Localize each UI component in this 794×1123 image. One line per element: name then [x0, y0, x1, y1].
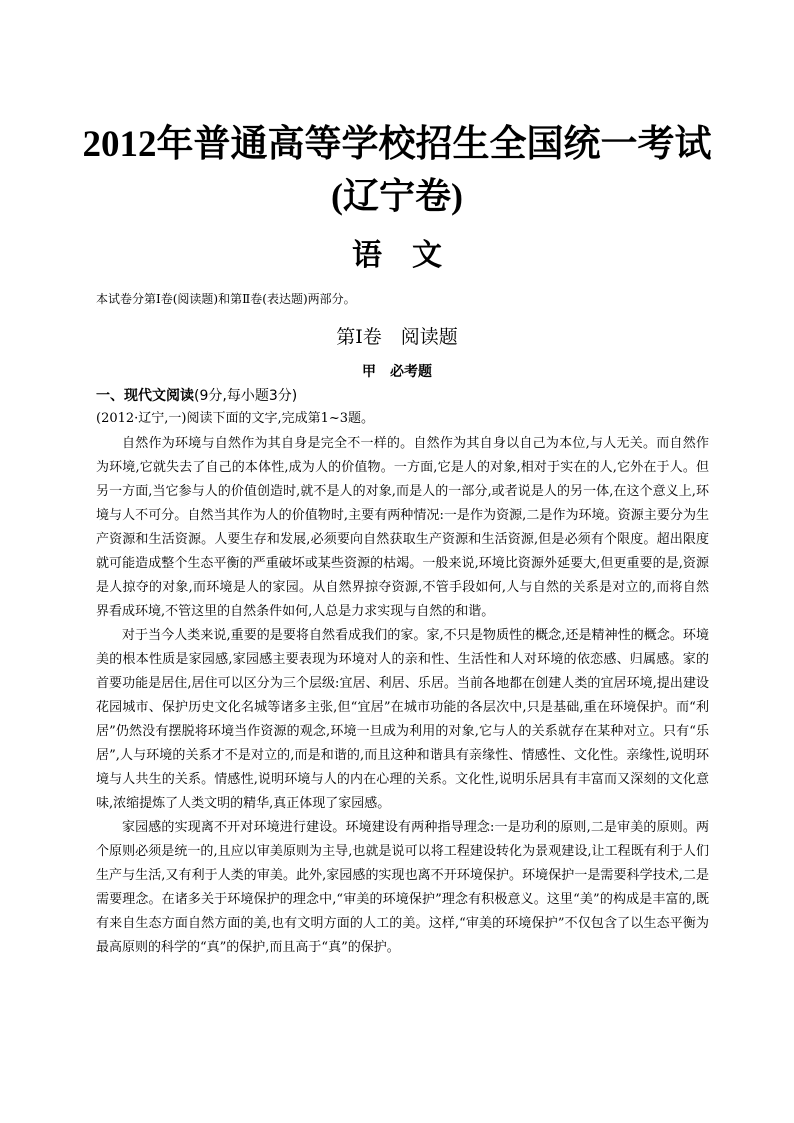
section-title: 甲 必考题: [362, 364, 432, 380]
passage-paragraph-1: 自然作为环境与自然作为其自身是完全不一样的。自然作为其自身以自己为本位,与人无关。而自然作为环境,它就失去了自己的本体性,成为人的价值物。一方面,它是人的对象,相对于实在的人,它外在于人。但另一方面,当它参与人的价值创造时,就不是人的对象,而是人的一部分,或者说是人的另一体,在这个意义上,环境与人不可分。自然当其作为人的价值物时,主要有两种情况:一是作为资源,二是作为环境。资源主要分为生产资源和生活资源。人要生存和发展,必须要向自然获取生产资源和生活资源,但是必须有个限度。超出限度就可能造成整个生态平衡的严重破坏或某些资源的枯竭。一般来说,环境比资源外延要大,但更重要的是,资源是人掠夺的对象,而环境是人的家园。从自然界掠夺资源,不管手段如何,人与自然的关系是对立的,而将自然界看成环境,不管这里的自然条件如何,人总是力求实现与自然的和谐。: [96, 436, 709, 619]
question-heading-text: 一、现代文阅读: [96, 388, 194, 404]
exam-note: 本试卷分第Ⅰ卷(阅读题)和第Ⅱ卷(表达题)两部分。: [96, 292, 356, 306]
reading-passage: [96, 432, 709, 960]
exam-subtitle: (辽宁卷): [331, 176, 463, 216]
exam-title: 2012年普通高等学校招生全国统一考试: [82, 124, 712, 165]
part-title: 第Ⅰ卷 阅读题: [336, 326, 458, 348]
question-score: (9分,每小题3分): [194, 388, 298, 404]
subject-title: 语文: [352, 238, 472, 273]
passage-paragraph-2: 对于当今人类来说,重要的是要将自然看成我们的家。家,不只是物质性的概念,还是精神性的概念。环境美的根本性质是家园感,家园感主要表现为环境对人的亲和性、生活性和人对环境的依恋感、归属感。家的首要功能是居住,居住可以区分为三个层级:宜居、利居、乐居。当前各地都在创建人类的宜居环境,提出建设花园城市、保护历史文化名城等诸多主张,但“宜居”在城市功能的各层次中,只是基础,重在环境保护。而“利居”仍然没有摆脱将环境当作资源的观念,环境一旦成为利用的对象,它与人的关系就存在某种对立。只有“乐居”,人与环境的关系才不是对立的,而是和谐的,而且这种和谐具有亲缘性、情感性、文化性。亲缘性,说明环境与人共生的关系。情感性,说明环境与人的内在心理的关系。文化性,说明乐居具有丰富而又深刻的文化意味,浓缩提炼了人类文明的精华,真正体现了家园感。: [96, 628, 709, 811]
question-intro: (2012·辽宁,一)阅读下面的文字,完成第1~3题。: [96, 411, 375, 426]
question-heading: [96, 385, 297, 407]
passage-paragraph-3: 家园感的实现离不开对环境进行建设。环境建设有两种指导理念:一是功利的原则,二是审美的原则。两个原则必须是统一的,且应以审美原则为主导,也就是说可以将工程建设转化为景观建设,让工程既有利于人们生产与生活,又有利于人类的审美。此外,家园感的实现也离不开环境保护。环境保护一是需要科学技术,二是需要理念。在诸多关于环境保护的理念中,“审美的环境保护”理念有积极意义。这里“美”的构成是丰富的,既有来自生态方面自然方面的美,也有文明方面的人工的美。这样,“审美的环境保护”不仅包含了以生态平衡为最高原则的科学的“真”的保护,而且高于“真”的保护。: [96, 820, 709, 955]
